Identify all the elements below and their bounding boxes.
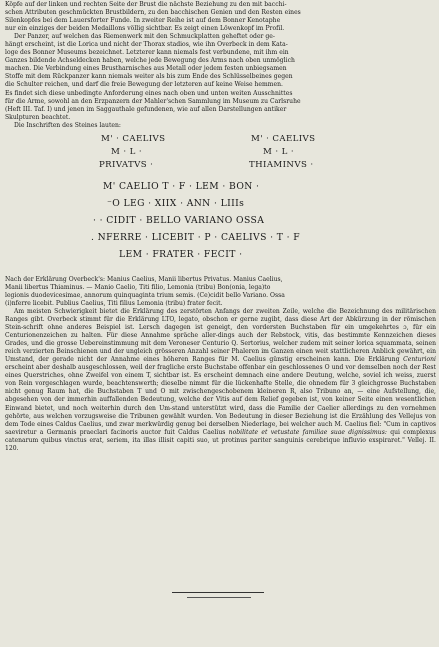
text-line: Ganzes bildende Achseldecken haben, welche jede Bewegung des Arms nach oben unmöglich	[5, 57, 295, 65]
italic-quote: nobilitate et vetustate familiae suae dignissimus:	[228, 428, 387, 436]
panzer-paragraph	[5, 33, 436, 130]
text-line: nur ein einziges der beiden Medaillons völlig sichtbar. Es zeigt einen Löwenkopf im Profil.	[5, 25, 285, 33]
overbeck-paragraph	[5, 276, 436, 308]
main-paragraph-part-3: qui complexus catenarum quibus vinctus erat, seriem, ita illas illisit capiti suo, ut protinus pariter sanguinis cerebrique influvio exspiraret." Vellej. II. 120.	[5, 428, 436, 452]
inscription-right-1: M' · CAELIVS	[251, 133, 316, 144]
text-line: Der Panzer, auf welchen das Riemenwerk mit den Schmuckplatten geheftet oder ge-	[14, 33, 275, 41]
closing-rule-short	[187, 597, 251, 598]
text-line: Silenkopfes bei dem Lauersforter Funde. In zweiter Reihe ist auf dem Bonner Kenotaphe	[5, 17, 281, 25]
inscription	[5, 130, 436, 276]
page	[0, 1, 439, 647]
text-line: legionis duodevicesimae, annorum quinquaginta trium semis. (Ce)cidit bello Variano. Ossa	[5, 291, 285, 299]
main-paragraph-part-1: Am meisten Schwierigkeit bietet die Erklärung des zerstörten Anfangs der zweiten Zeile, welche die Bezeichnung des militärischen Ranges gibt. Overbeck stimmt für die Erklärung LTO, legato, obschon er gerne zugibt, dass diese Art der Abkürzung in der römischen Stein-schrift ohne anderes Beispiel ist. Lersch dagegen ist geneigt, den vordersten Buchstaben für ein umgekehrtes ɔ, für ein Centurionenzeichen zu halten. Für diese Annahme spräche aller-dings auch der Rebstock, vitis, das bestimmte Kennzeichen dieses Grades, und die grosse Uebereinstimmung mit dem Veroneser Centurio Q. Sertorius, welcher zudem mit seiner lorica squammata, seinen reich verzierten Beinschienen und der ungleich grösseren Anzahl seiner Phaleren im Ganzen einen weit stattlicheren Anblick gewährt, ein Umstand, der gerade nicht der Annahme eines höheren Ranges für M. Caelius günstig erscheinen kann. Die Erklärung	[5, 307, 436, 364]
text-line: Skulpturen beachtet.	[5, 113, 71, 121]
text-line: hängt erscheint, ist die Lorica und nicht der Thorax stadios, wie ihn Overbeck in dem Kata-	[5, 41, 288, 49]
inscription-right-2: M · L ·	[263, 146, 294, 157]
italic-centurioni: Centurioni	[403, 356, 436, 364]
inscription-main-5: LEM · FRATER · FECIT ·	[119, 248, 243, 260]
inscription-left-1: M' · CAELIVS	[101, 133, 166, 144]
inscription-right-3: THIAMINVS ·	[249, 159, 314, 170]
text-line: (Heft III. Taf. I) und jenen im Saggauthale gefundenen, wie auf allen Darstellungen antiker	[5, 105, 287, 113]
inscription-main-1: M' CAELIO T · F · LEM · BON ·	[103, 180, 260, 192]
text-line: die Schulter reichen, und darf die freie Bewegung der letzteren auf keine Weise hemmen.	[5, 81, 283, 89]
inscription-left-2: M · L ·	[111, 146, 142, 157]
text-line: Es findet sich diese unbedingte Anforderung eines nach oben und unten weiten Ausschnittes	[5, 89, 293, 97]
text-line: schen Attributen geschmückten Brustbildern, zu den bacchischen Genien und den Resten eines	[5, 9, 301, 17]
closing-rule	[172, 592, 264, 593]
text-line: loge des Bonner Museums bezeichnet. Letzterer kann niemals fest verbundene, mit ihm ein	[5, 49, 289, 57]
inscription-main-3: · · CIDIT · BELLO VARIANO OSSA	[93, 214, 265, 226]
main-paragraph	[5, 308, 436, 453]
text-line: für die Arme, sowohl an den Erzpanzern der Mahler'schen Sammlung im Museum zu Carlsruhe	[5, 97, 301, 105]
text-line: Manii libertus Thiaminus. — Manio Caelio, Titi filio, Lemonia (tribu) Bon(onia, lega)to	[5, 283, 271, 291]
text-line: Nach der Erklärung Overbeck's: Manius Caelius, Manii libertus Privatus. Manius Caelius,	[5, 275, 283, 283]
main-paragraph-part-2: erscheint aber deshalb ausgeschlossen, weil der fragliche erste Buchstabe offenbar ein geschlossenes O und vor demselben noch der Rest eines Querstriches, ohne Zweifel von einem T, sichtbar ist. Es erscheint demnach eine andere Deutung, welche, soviel ich weiss, zuerst von Rein vorgeschlagen wurde, beachtenswerth; dieselbe nimmt für die lückenhafte Stelle, die ohnedem für 3 gleichgrosse Buchstaben nicht genug Raum hat, die Buchstaben T und O mit zwischengeschobenem kleineren R, also Tribuno an, — eine Aufstellung, die, abgesehen von der immerhin auffallenden Bedeutung, welche der Vitis auf dem Relief gegeben ist, von keiner Seite einen wesentlichen Einwand bietet, und noch weiterhin durch den Um-stand unterstützt wird, dass die Familie der Caelier allerdings zu den vornehmen gehörte, aus welchen vorzugsweise die Tribunen gewählt wurden. Von Bedeutung in dieser Beziehung ist die Erzählung des Vellejus von dem Tode eines Caldus Caelius, und zwar merkwürdig genug bei derselben Niederlage, bei welcher auch M. Caelius fiel: "Cum in captivos saeviretur a Germanis praeclari facinoris auctor fuit Caldus Caelius	[5, 364, 436, 436]
inscription-heading: Die Inschriften des Steines lauten:	[14, 121, 121, 129]
inscription-left-3: PRIVATVS ·	[99, 159, 154, 170]
text-line: Stoffe mit dem Rückpanzer kann niemals weiter als bis zum Ende des Schlüsselbeines gegen	[5, 73, 293, 81]
inscription-main-4: . NFERRE · LICEBIT · P · CAELIVS · T · F	[91, 231, 301, 243]
text-line: Köpfe auf der linken und rechten Seite der Brust die nächste Beziehung zu den mit bacchi-	[5, 1, 287, 8]
text-line: machen. Die Verbindung eines Brustharnisches aus Metall oder jedem festen unbiegsamen	[5, 65, 287, 73]
top-paragraph	[5, 1, 436, 33]
text-line: (i)nferre licebit. Publius Caelius, Titi filius Lemonia (tribu) frater fecit.	[5, 299, 223, 307]
inscription-main-2: ⁻O LEG · XIIX · ANN · LIIIs	[107, 197, 245, 209]
